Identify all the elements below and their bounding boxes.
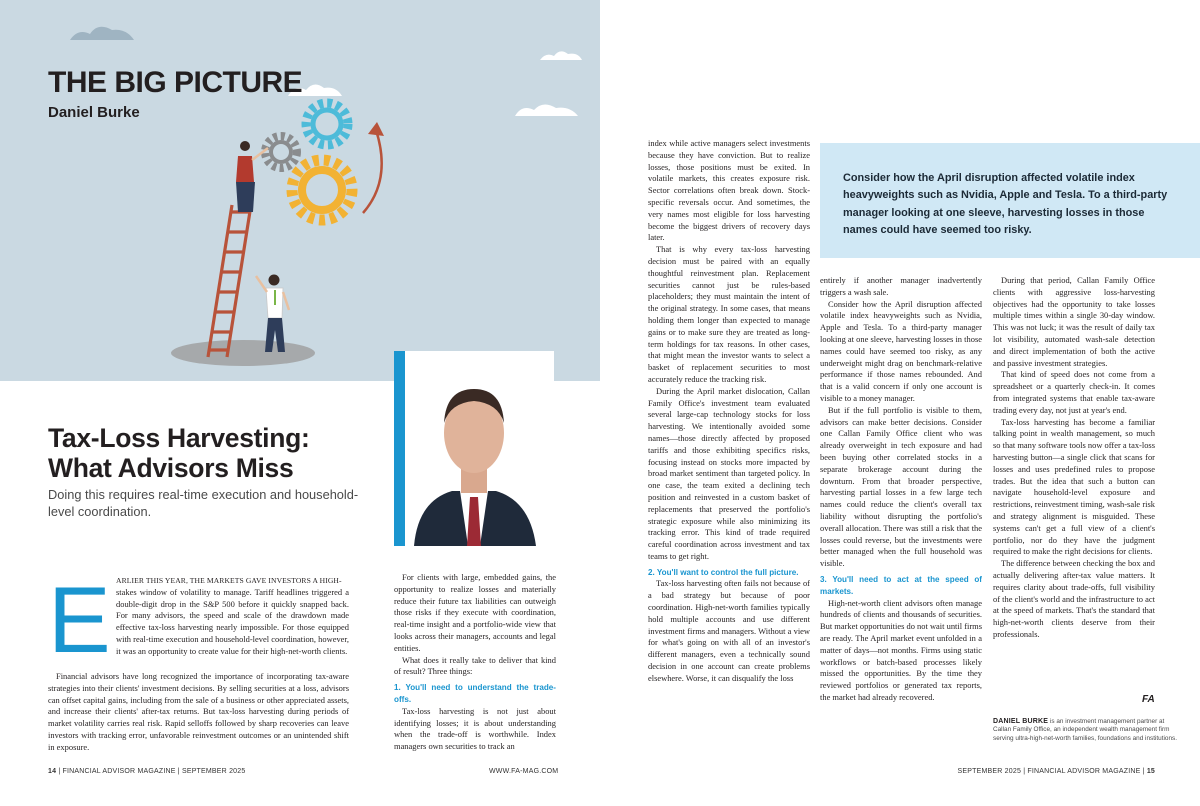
body-column-1 [48, 575, 349, 752]
paragraph: index while active managers select investments because they have conviction. But to realize losses, those positions must be exited. In volatile markets, this creates exposure risk. Sector correlations often break down. Stock-specific reversals occur. And sometimes, the very names most eligible for loss harvesting become the biggest drivers of recovery days later. [648, 138, 810, 243]
lead-wrap [116, 587, 349, 669]
paragraph: High-net-worth client advisors often manage hundreds of clients and thousands of securities. But market opportunities do not wait until firms are ready. The April market event unfolded in a matter of days—not months. Firms using static workflows or batch-based processes likely missed the opportunities. By the time they reviewed portfolios or generated tax reports, the market had already recovered. [820, 597, 982, 702]
gear-icon [265, 136, 297, 168]
paragraph: During that period, Callan Family Office clients with aggressive loss-harvesting objectives had the opportunity to take losses multiple times within a single 30-day window. This was not luck; it was the result of daily tax lot visibility, automated wash-sale detection and direct implementation of both the active and passive investment strategies. [993, 275, 1155, 368]
ladder [208, 205, 251, 357]
paragraph: Tax-loss harvesting is not just about identifying losses; it is about understanding when the trade-off is worthwhile. Index managers own securities to track an [394, 705, 556, 752]
paragraph: Tax-loss harvesting often fails not because of a bad strategy but because of poor coordination. High-net-worth families typically hold multiple accounts and use different investment firms and managers. Without a view for what's going on with all of an investor's different managers, even a technically sound decision in one account can create problems elsewhere. Worse, it can disqualify the loss [648, 578, 810, 683]
paragraph: Consider how the April disruption affected volatile index heavyweights such as Nvidia, Apple and Tesla. To a third-party manager looking at one sleeve, harvesting losses in those names could have seemed too risky, as any underweight might drag on benchmark-relative performance if those names rebounded. And that is a valid concern if only one account is visible to a money manager. [820, 298, 982, 403]
author-photo [394, 351, 554, 546]
footer-url[interactable]: WWW.FA-MAG.COM [489, 768, 559, 775]
paragraph: That kind of speed does not come from a spreadsheet or a quarterly check-in. It comes from integrated systems that enable tax-aware trading every day, not just at year's end. [993, 369, 1155, 415]
illustration [0, 0, 600, 381]
paragraph: Tax-loss harvesting has become a familiar talking point in wealth management, so much so that many software tools now offer a tax-loss harvesting button—a single click that scans for losses and uses predefined rules to propose trades. But the idea that such a button can navigate household-level exposure and restrictions, reinvestment timing, wash-sale risk and strategy alignment is misguided. These systems can't get a full view of a client's portfolio, nor do they have the judgment required to make the right decisions for clients. [993, 416, 1155, 557]
photo-accent-bar [394, 351, 405, 546]
body-column-5 [993, 275, 1155, 641]
lead-in: ARLIER THIS YEAR, THE MARKETS GAVE INVESTORS A HIGH- [116, 576, 342, 585]
paragraph: entirely if another manager inadvertently triggers a wash sale. [820, 275, 982, 297]
publication-name: FINANCIAL ADVISOR MAGAZINE [62, 768, 176, 775]
lead-paragraph [48, 575, 349, 587]
arrow-icon [363, 130, 382, 213]
subhead: 1. You'll need to understand the trade-offs. [394, 683, 556, 704]
article-headline [48, 423, 378, 483]
paragraph: But if the full portfolio is visible to them, advisors can make better decisions. Consider one Callan Family Office client who was already overweight in tech exposure and had been buying other correlated stocks in a separate brokerage account during the downturn. From that broader perspective, harvesting partial losses in a few large tech names could reduce the client's overall tax liability without disrupting the portfolio's overall allocation. There was still a risk that the losses could reverse, but the investments were better managed when the full household was visible. [820, 404, 982, 569]
ground-shadow [171, 340, 315, 366]
subhead: 2. You'll want to control the full picture. [648, 567, 799, 577]
footer-left: 14 | FINANCIAL ADVISOR MAGAZINE | SEPTEMBER 2025 [48, 768, 246, 775]
cloud-icon [288, 51, 582, 116]
article-deck: Doing this requires real-time execution and household-level coordination. [48, 487, 359, 519]
paragraph-block [48, 671, 349, 754]
pullquote: Consider how the April disruption affected volatile index heavyweights such as Nvidia, Apple and Tesla. To a third-party manager looking at one sleeve, harvesting losses in those names could have seemed too risky. [843, 172, 1168, 236]
issue-date: SEPTEMBER 2025 [181, 768, 246, 775]
paragraph: Financial advisors have long recognized the importance of incorporating tax-aware strategies into their clients' investment decisions. By selling securities at a loss, advisors can offset capital gains, including from the sale of a business or other appreciated assets, and increase their clients' after-tax returns. But tax-loss harvesting during periods of market volatility carries real risk. Rapid selloffs followed by sharp recoveries can leave investors with tracking error, unfavorable reinvestment outcomes or an unintended shift in exposure. [48, 671, 349, 752]
paragraph: For clients with large, embedded gains, the opportunity to realize losses and materially reduce their future tax liabilities can outweigh those risks if they execute with coordination, real-time insight and a portfolio-wide view that looks across their managers, accounts and legal entities. [394, 572, 556, 653]
issue-date: SEPTEMBER 2025 [957, 768, 1022, 775]
page-number: 15 [1146, 768, 1155, 775]
paragraph: What does it really take to deliver that kind of result? Three things: [394, 654, 556, 677]
paragraph: That is why every tax-loss harvesting decision must be paired with an equally thoughtful reinvestment plan. Replacement securities cannot just be rules-based placeholders; they must maintain the intent of the original strategy. In some cases, that means holding them longer than expected to manage gains or to make sure they are treated as long-term holdings for tax reasons. In other cases, that might mean the investor wants to select a basket of replacement securities to most accurately reduce the tracking risk. [648, 244, 810, 384]
body-column-3 [648, 138, 810, 685]
bio-name: DANIEL BURKE [993, 718, 1049, 725]
drop-cap: E [48, 567, 111, 672]
subhead: 3. You'll need to act at the speed of markets. [820, 574, 982, 596]
paragraph: The difference between checking the box and actually delivering after-tax value matters. It requires clarity about trade-offs, full visibility of the client's world and the infrastructure to act at the speed of markets. That's the standard that high-net-worth clients deserve from their professionals. [993, 558, 1155, 639]
gear-icon [292, 160, 352, 220]
section-author: Daniel Burke [48, 104, 140, 121]
body-column-2 [394, 572, 556, 753]
gear-icon [306, 103, 348, 145]
woman-figure [236, 141, 268, 212]
fa-logo-icon: FA [1142, 694, 1155, 705]
paragraph: During the April market dislocation, Callan Family Office's investment team evaluated several large-cap technology stocks for loss harvesting. We intentionally avoided some names—those directly affected by proposed tariffs and those exhibiting specifics risks, focusing instead on stocks more impacted by broad market sentiment than targeted policy. In one case, the team exited a declining tech position and reinvested in a custom basket of replacements that preserved the portfolio's strategic exposure while also minimizing its tracking error. This kind of trade required careful coordination across investment and tax teams to get right. [648, 385, 810, 561]
headline-line: What Advisors Miss [48, 453, 294, 483]
cloud-icon [70, 27, 134, 40]
body-column-4 [820, 275, 982, 704]
headline-line: Tax-Loss Harvesting: [48, 423, 310, 453]
paragraph: stakes window of volatility to manage. Tariff headlines triggered a double-digit drop in the S&P 500 before it quickly snapped back. For many advisors, the speed and scale of the drawdown made effective tax-loss harvesting nearly impossible. For those equipped with real-time execution and household-level coordination, however, it was an opportunity to create value for their high-net-worth clients. [116, 586, 349, 656]
man-figure [256, 275, 289, 353]
page-number: 14 [48, 768, 57, 775]
publication-name: FINANCIAL ADVISOR MAGAZINE [1027, 768, 1141, 775]
section-title: THE BIG PICTURE [48, 66, 303, 99]
author-bio [993, 718, 1178, 743]
bio-text: is an investment management partner at Callan Family Office, an independent wealth management firm serving ultra-high-net-worth families, foundations and institutions. [993, 718, 1178, 742]
footer-right: SEPTEMBER 2025 | FINANCIAL ADVISOR MAGAZINE | 15 [957, 768, 1155, 775]
